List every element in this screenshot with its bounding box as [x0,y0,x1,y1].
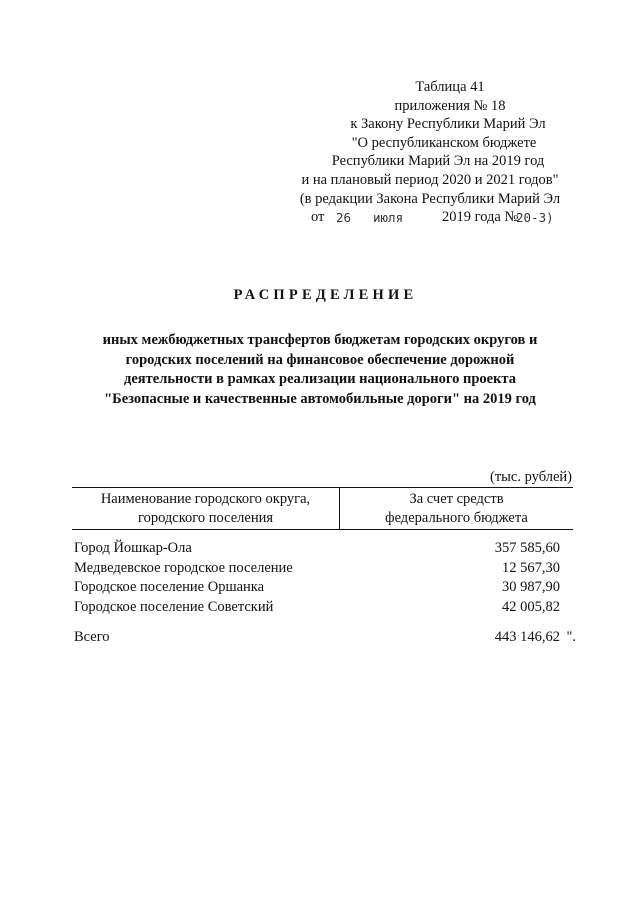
subtitle-line: городских поселений на финансовое обеспечение дорожной [125,351,515,368]
column-header-amount-line: За счет средств [409,491,504,507]
table-row [74,599,576,619]
row-name: Городское поселение Оршанка [74,579,265,595]
column-header-amount [340,488,573,529]
row-value: 357 585,60 [494,540,560,556]
total-value: 443 146,62 [494,629,560,645]
law-number: 20-З) [516,210,554,226]
subtitle-line: иных межбюджетных трансфертов бюджетам городских округов и [102,332,538,348]
header-line-planning-period: и на плановый период 2020 и 2021 годов" [301,171,559,188]
table-row [74,579,576,599]
table-row [74,560,576,580]
column-header-amount-line: федерального бюджета [385,509,528,526]
table-header [72,487,573,530]
table-body [74,540,576,618]
header-line-law: к Закону Республики Марий Эл [350,116,546,133]
date-prefix: от [311,209,325,226]
column-header-name-line: городского поселения [137,509,274,526]
total-label: Всего [74,629,110,645]
subtitle-line: "Безопасные и качественные автомобильные дороги" на 2019 год [104,390,536,407]
document-subtitle [60,331,580,409]
column-header-name-line: Наименование городского округа, [100,491,311,507]
total-row [74,629,576,649]
row-name: Медведевское городское поселение [74,559,293,576]
appendix-header [280,78,580,227]
header-line-republic-year: Республики Марий Эл на 2019 год [331,153,545,170]
row-name: Город Йошкар-Ола [74,540,192,556]
closing-quote: ". [566,629,576,645]
header-line-budget-title: "О республиканском бюджете [351,134,537,151]
table-row [74,540,576,560]
date-day: 26 [336,210,352,226]
subtitle-line: деятельности в рамках реализации национального проекта [124,371,516,387]
units-label: (тыс. рублей) [490,469,572,485]
header-line-table-number: Таблица 41 [415,79,485,95]
header-line-revision: (в редакции Закона Республики Марий Эл [299,190,561,207]
document-title: РАСПРЕДЕЛЕНИЕ [233,287,418,303]
date-year-text: 2019 года № [442,209,519,226]
row-name: Городское поселение Советский [74,598,274,615]
header-line-appendix: приложения № 18 [394,97,506,114]
date-month: июля [373,210,404,226]
header-date-line [280,208,580,227]
row-value: 12 567,30 [502,559,560,576]
row-value: 42 005,82 [502,598,560,615]
column-header-name [72,488,340,529]
row-value: 30 987,90 [502,579,560,595]
